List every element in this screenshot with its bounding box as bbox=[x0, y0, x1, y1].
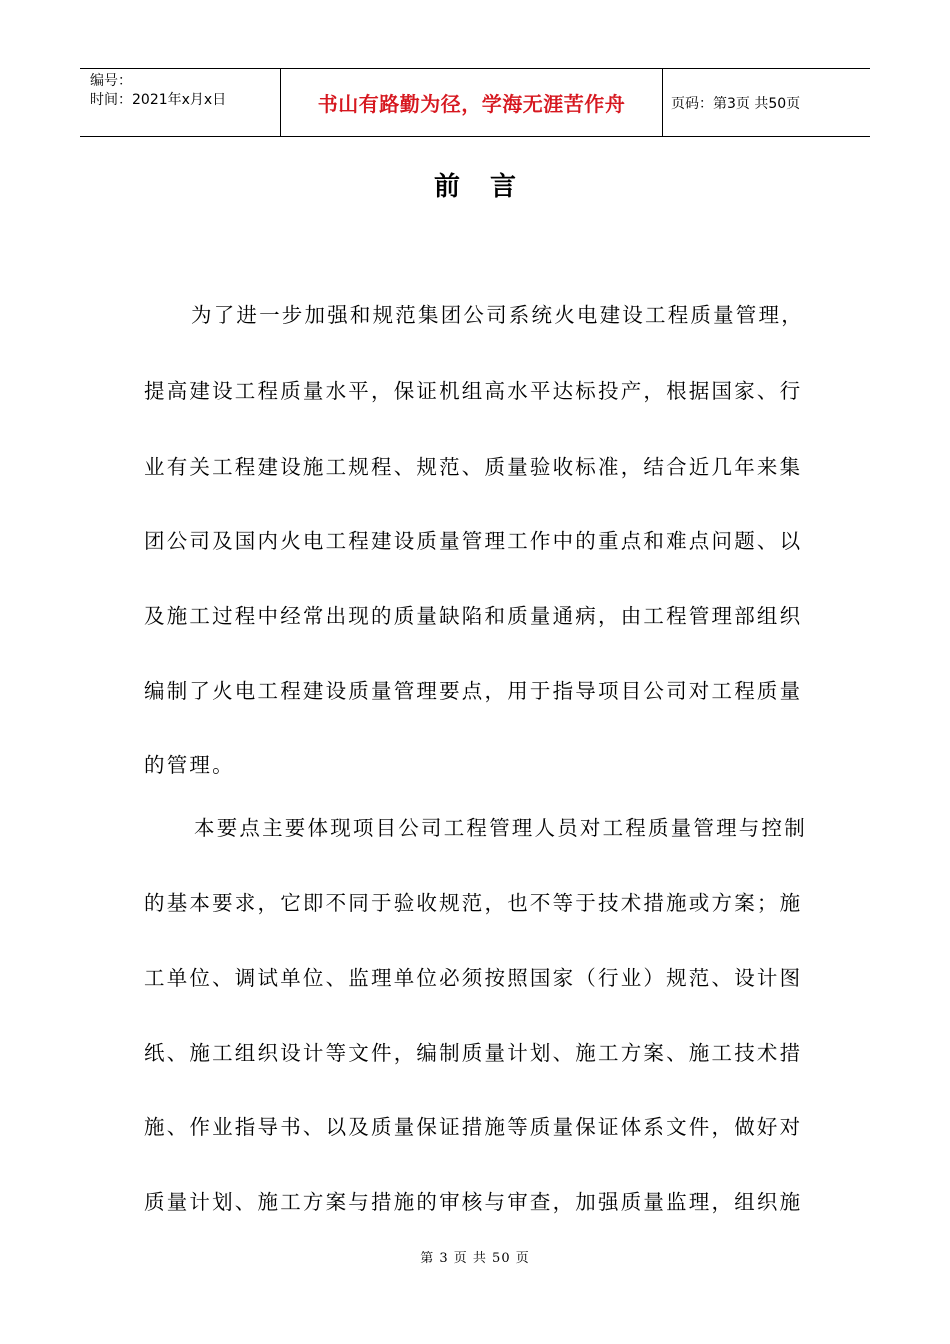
header-number-label: 编号： bbox=[90, 73, 132, 89]
paragraph-line: 业有关工程建设施工规程、规范、质量验收标准，结合近几年来集 bbox=[144, 455, 803, 479]
paragraph-line: 纸、施工组织设计等文件，编制质量计划、施工方案、施工技术措 bbox=[144, 1041, 803, 1065]
page-footer: 第 3 页 共 50 页 bbox=[420, 1251, 530, 1266]
paragraph-line: 的基本要求，它即不同于验收规范，也不等于技术措施或方案；施 bbox=[144, 891, 803, 915]
paragraph-line: 工单位、调试单位、监理单位必须按照国家（行业）规范、设计图 bbox=[144, 966, 803, 990]
paragraph-line: 编制了火电工程建设质量管理要点，用于指导项目公司对工程质量 bbox=[144, 679, 803, 703]
paragraph-line: 及施工过程中经常出现的质量缺陷和质量通病，由工程管理部组织 bbox=[144, 604, 803, 628]
header-date-label: 时间：2021年x月x日 bbox=[90, 92, 227, 108]
paragraph-line: 提高建设工程质量水平，保证机组高水平达标投产，根据国家、行 bbox=[144, 379, 803, 403]
header-page-info-text: 页码：第3页 共50页 bbox=[671, 95, 801, 112]
paragraph-line: 质量计划、施工方案与措施的审核与审查，加强质量监理，组织施 bbox=[144, 1190, 803, 1214]
page-title: 前言 bbox=[433, 172, 546, 202]
paragraph-line: 团公司及国内火电工程建设质量管理工作中的重点和难点问题、以 bbox=[144, 529, 803, 553]
header-page-info bbox=[663, 69, 870, 136]
document-header bbox=[80, 68, 870, 137]
header-motto: 书山有路勤为径，学海无涯苦作舟 bbox=[317, 92, 626, 116]
paragraph-line: 的管理。 bbox=[144, 753, 235, 777]
paragraph-line: 本要点主要体现项目公司工程管理人员对工程质量管理与控制 bbox=[194, 816, 807, 840]
header-meta bbox=[80, 69, 280, 136]
paragraph-line: 为了进一步加强和规范集团公司系统火电建设工程质量管理， bbox=[191, 303, 804, 327]
paragraph-line: 施、作业指导书、以及质量保证措施等质量保证体系文件，做好对 bbox=[144, 1115, 803, 1139]
